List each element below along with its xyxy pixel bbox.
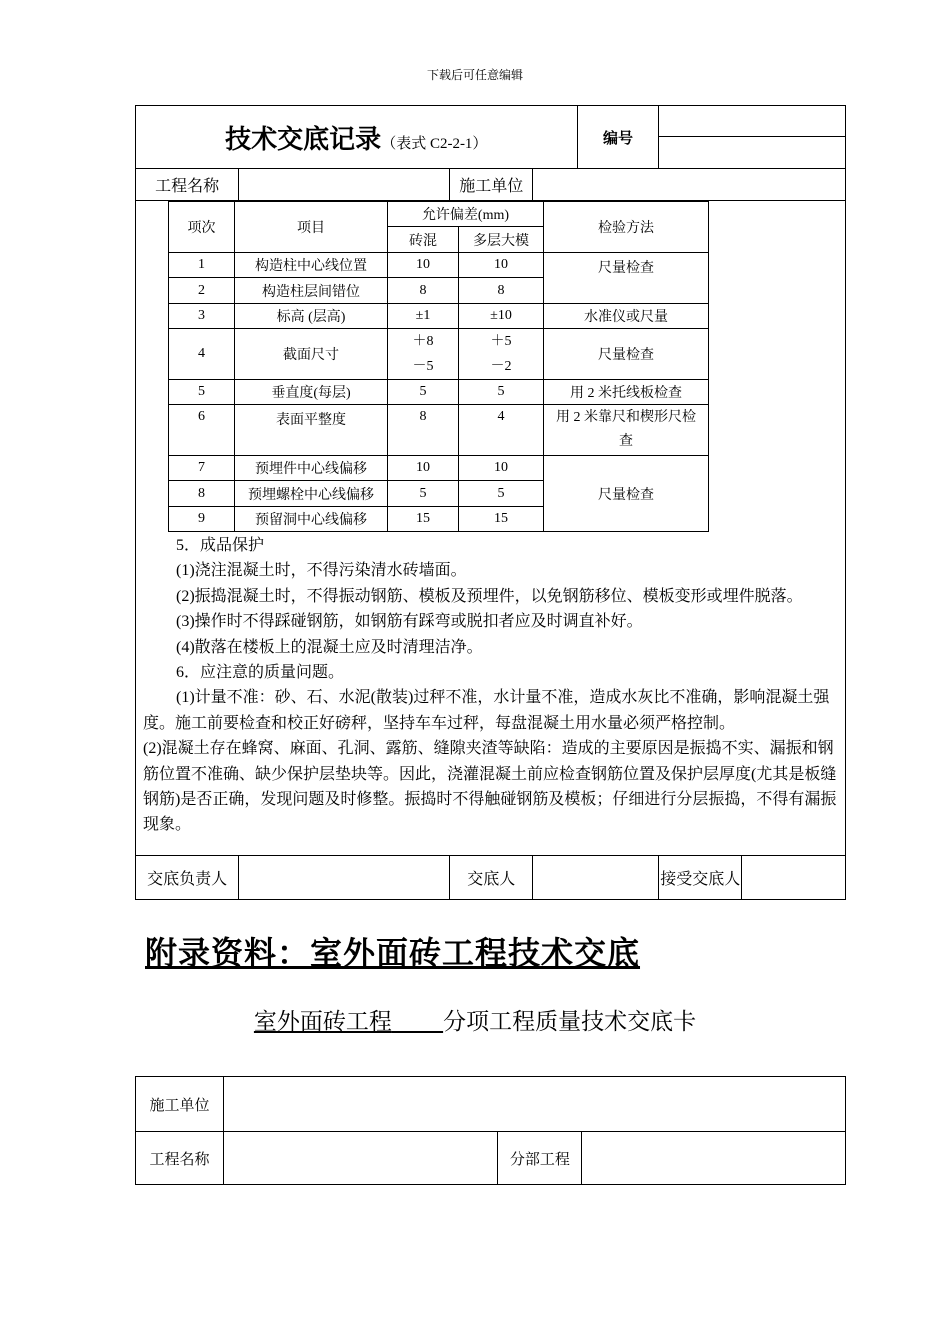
row-method: 尺量检查: [544, 329, 709, 380]
card-project-value[interactable]: [223, 1132, 498, 1185]
paragraph: (1)浇注混凝土时，不得污染清水砖墙面。: [176, 562, 467, 580]
contractor-value[interactable]: [533, 169, 846, 201]
project-name-value[interactable]: [239, 169, 450, 201]
row-item: 表面平整度: [235, 405, 388, 456]
row-multi: 10: [459, 456, 544, 481]
paragraph: (4)散落在楼板上的混凝土应及时清理洁净。: [176, 638, 483, 656]
row-method: 尺量检查: [544, 253, 709, 304]
section-5-heading: 5．成品保护: [176, 537, 265, 554]
header-item-no: 项次: [169, 202, 235, 253]
number-label: 编号: [577, 106, 659, 169]
row-method: 水准仪或尺量: [544, 304, 709, 329]
record-title: 技术交底记录: [225, 124, 382, 155]
row-no: 4: [169, 329, 235, 380]
header-note: 下载后可任意编辑: [426, 68, 523, 82]
row-method: 用 2 米靠尺和楔形尺检查: [544, 405, 709, 456]
row-multi: 8: [459, 278, 544, 304]
row-brick: 10: [388, 456, 459, 481]
row-multi: 5: [459, 481, 544, 507]
brick-plus: ＋8: [412, 334, 434, 349]
card-division-label: 分部工程: [498, 1132, 582, 1185]
row-method: 尺量检查: [544, 456, 709, 532]
row-item: 预埋件中心线偏移: [235, 456, 388, 481]
row-multi: 5: [459, 380, 544, 405]
presenter-value[interactable]: [533, 856, 659, 900]
row-brick: 8: [388, 278, 459, 304]
row-no: 8: [169, 481, 235, 507]
number-value-2[interactable]: [659, 137, 846, 169]
row-brick: [388, 329, 459, 380]
paragraph: (1)计量不准：砂、石、水泥(散装)过秤不准，水计量不准，造成水灰比不准确，影响混凝土强度。施工前要检查和校正好磅秤，坚持车车过秤，每盘混凝土用水量必须严格控制。: [143, 689, 830, 732]
paragraph: (3)操作时不得踩碰钢筋，如钢筋有踩弯或脱扣者应及时调直补好。: [176, 613, 643, 631]
row-no: 6: [169, 405, 235, 456]
header-multi: 多层大模: [459, 227, 544, 253]
card-contractor-label: 施工单位: [136, 1077, 224, 1132]
row-brick: 5: [388, 481, 459, 507]
multi-plus: ＋5: [490, 334, 512, 349]
subtitle-rest: 分项工程质量技术交底卡: [443, 1009, 697, 1035]
contractor-label: 施工单位: [450, 169, 533, 201]
row-item: 截面尺寸: [235, 329, 388, 380]
appendix-title: 附录资料：室外面砖工程技术交底: [145, 934, 641, 972]
row-brick: 5: [388, 380, 459, 405]
form-code: （表式 C2-2-1）: [381, 135, 488, 152]
row-item: 构造柱层间错位: [235, 278, 388, 304]
responsible-value[interactable]: [239, 856, 450, 900]
row-no: 7: [169, 456, 235, 481]
header-brick: 砖混: [388, 227, 459, 253]
receiver-value[interactable]: [742, 856, 846, 900]
row-brick: ±1: [388, 304, 459, 329]
row-brick: 10: [388, 253, 459, 278]
appendix-subtitle: [0, 1003, 950, 1036]
row-method: 用 2 米托线板检查: [544, 380, 709, 405]
row-item: 垂直度(每层): [235, 380, 388, 405]
row-item: 标高 (层高): [235, 304, 388, 329]
header-method: 检验方法: [544, 202, 709, 253]
brick-minus: －5: [412, 359, 434, 374]
project-name-label: 工程名称: [136, 169, 239, 201]
row-multi: 15: [459, 507, 544, 532]
record-title-cell: [136, 106, 578, 169]
row-brick: 15: [388, 507, 459, 532]
row-multi: 10: [459, 253, 544, 278]
header-allowed: 允许偏差(mm): [388, 202, 544, 227]
section-6-heading: 6．应注意的质量问题。: [176, 664, 345, 682]
body-text: [143, 533, 840, 838]
row-no: 1: [169, 253, 235, 278]
row-multi: ±10: [459, 304, 544, 329]
tolerance-table: [168, 201, 709, 532]
header-item: 项目: [235, 202, 388, 253]
card-division-value[interactable]: [582, 1132, 846, 1185]
row-item: 构造柱中心线位置: [235, 253, 388, 278]
row-multi: [459, 329, 544, 380]
card-contractor-value[interactable]: [223, 1077, 845, 1132]
row-item: 预留洞中心线偏移: [235, 507, 388, 532]
appendix-card-table: [135, 1076, 846, 1185]
subtitle-blank: [392, 1009, 443, 1035]
card-project-label: 工程名称: [136, 1132, 224, 1185]
paragraph: (2)振捣混凝土时，不得振动钢筋、模板及预埋件，以免钢筋移位、模板变形或埋件脱落。: [176, 587, 803, 605]
presenter-label: 交底人: [450, 856, 533, 900]
row-no: 9: [169, 507, 235, 532]
row-no: 2: [169, 278, 235, 304]
row-item: 预埋螺栓中心线偏移: [235, 481, 388, 507]
paragraph: (2)混凝土存在蜂窝、麻面、孔洞、露筋、缝隙夹渣等缺陷：造成的主要原因是振捣不实、漏振和钢筋位置不准确、缺少保护层垫块等。因此，浇灌混凝土前应检查钢筋位置及保护层厚度(尤其是板缝钢筋)是否正确，发现问题及时修整。振捣时不得触碰钢筋及模板；仔细进行分层振捣，不得有漏振现象。: [143, 740, 837, 834]
responsible-label: 交底负责人: [136, 856, 239, 900]
receiver-label: 接受交底人: [659, 856, 742, 900]
multi-minus: －2: [490, 359, 512, 374]
row-no: 5: [169, 380, 235, 405]
number-value-1[interactable]: [659, 106, 846, 137]
row-no: 3: [169, 304, 235, 329]
row-brick: 8: [388, 405, 459, 456]
subtitle-underlined: 室外面砖工程: [253, 1009, 392, 1035]
row-multi: 4: [459, 405, 544, 456]
